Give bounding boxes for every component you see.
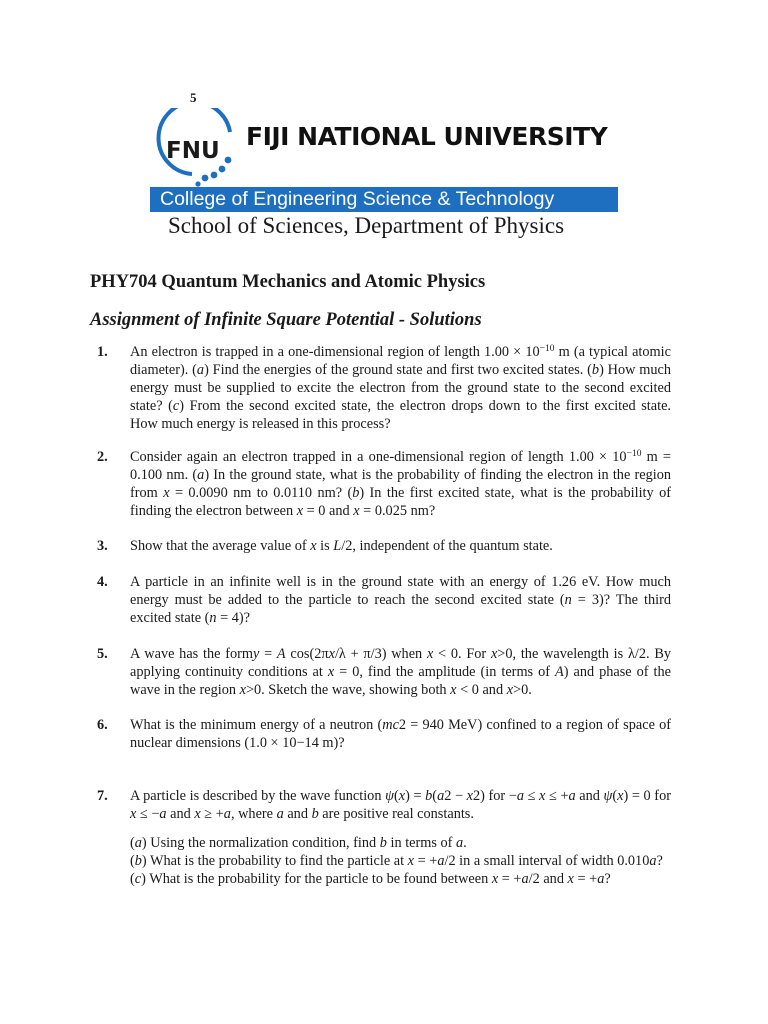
question-number: 4. (97, 574, 108, 590)
question-text: A particle is described by the wave function ψ(x) = b(a2 − x2) for −a ≤ x ≤ +a and ψ(x) = 0 for x ≤ −a and x ≥ +a, where a and b are positive real constants. (a) Using the normalization condition, find b in terms of a. (b) What is the probability to find the particle at x = +a/2 in a small interval of width 0.010a? (c) What is the probability for the particle to be found between x = +a/2 and x = +a? (130, 788, 671, 887)
question-number: 7. (97, 788, 108, 804)
page-number: 5 (190, 90, 197, 105)
question-text: A wave has the formy = A cos(2πx/λ + π/3) when x < 0. For x>0, the wavelength is λ/2. By applying continuity conditions at x = 0, find the amplitude (in terms of A) and phase of the wave in the region x>0. Sketch the wave, showing both x < 0 and x>0. (130, 646, 672, 698)
question-number: 3. (97, 538, 108, 554)
question-text: Consider again an electron trapped in a one-dimensional region of length $1.00 \times 10^{-10}$ m = 0.100 nm. (a) In the ground state, what is the probability of finding the electron in the region from x = 0.0090 nm to 0.0110 nm? (b) In the first excited state, what is the probability of finding the electron between x = 0 and x = 0.025 nm? (130, 449, 672, 519)
assignment-title: Assignment of Infinite Square Potential - Solutions (90, 310, 482, 330)
college-banner: College of Engineering Science & Technology (150, 187, 618, 212)
question-number: 2. (97, 449, 108, 465)
university-name: FIJI NATIONAL UNIVERSITY (246, 122, 608, 151)
question-text: An electron is trapped in a one-dimensional region of length $1.00 \times 10^{-10}$ m (a typical atomic diameter). (a) Find the energies of the ground state and first two excited states. (b) How much energy must be supplied to excite the electron from the ground state to the second excited state? (c) From the second excited state, the electron drops down to the first excited state. How much energy is released in this process? (130, 344, 671, 432)
course-title: PHY704 Quantum Mechanics and Atomic Physics (90, 272, 486, 292)
question-text: What is the minimum energy of a neutron (mc2 = 940 MeV) confined to a region of space of nuclear dimensions (1.0 × 10−14 m)? (130, 717, 671, 751)
question-text: Show that the average value of x is L/2, independent of the quantum state. (130, 538, 553, 554)
svg-text:FNU: FNU (166, 138, 220, 164)
question-number: 1. (97, 344, 108, 360)
fnu-logo (152, 108, 238, 194)
school-name: School of Sciences, Department of Physics (168, 213, 565, 238)
fnu-logo-graphic (152, 108, 238, 194)
question-text: A particle in an infinite well is in the ground state with an energy of 1.26 eV. How much energy must be added to the particle to reach the second excited state (n = 3)? The third excited state (n = 4)? (130, 574, 671, 626)
question-number: 5. (97, 646, 108, 662)
question-number: 6. (97, 717, 108, 733)
